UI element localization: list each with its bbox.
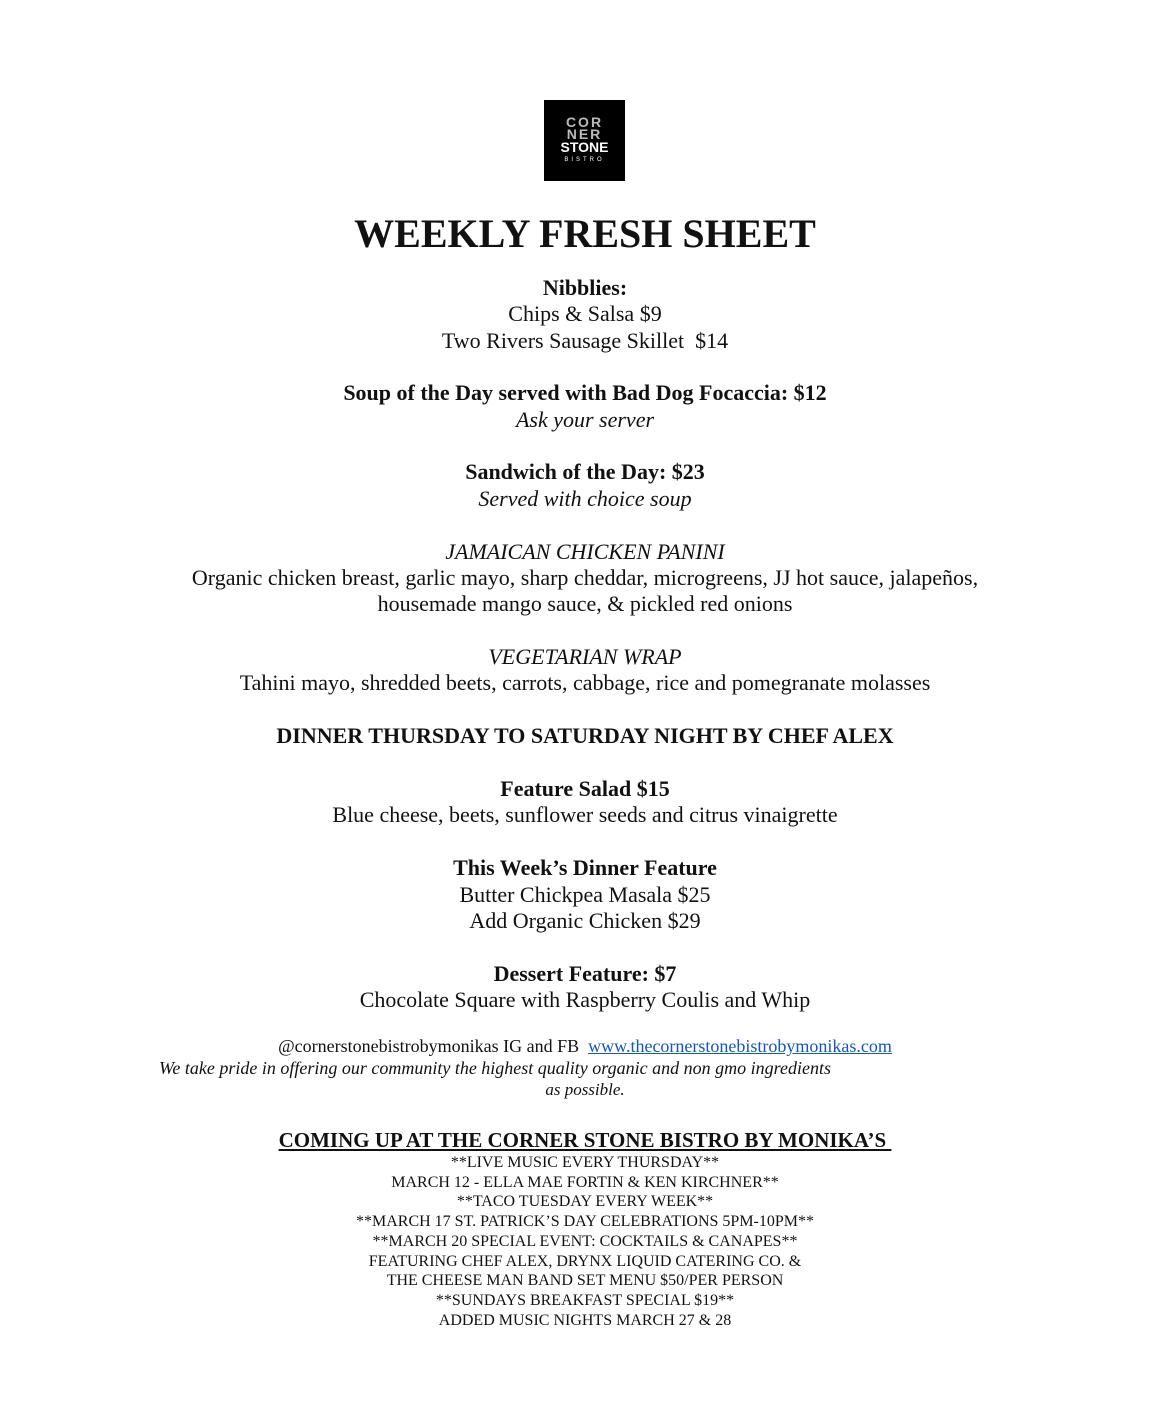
dinner-feature-item: Butter Chickpea Masala $25 bbox=[459, 882, 711, 907]
page-title: WEEKLY FRESH SHEET bbox=[354, 211, 816, 256]
dessert-heading: Dessert Feature: $7 bbox=[493, 961, 677, 986]
panini-name: JAMAICAN CHICKEN PANINI bbox=[445, 539, 725, 564]
social-line bbox=[0, 1035, 1170, 1057]
coming-up-heading: COMING UP AT THE CORNER STONE BISTRO BY MONIKA’S bbox=[278, 1128, 892, 1152]
sandwich-note: Served with choice soup bbox=[478, 486, 692, 511]
logo-text-bistro: BISTRO bbox=[564, 157, 605, 163]
website-link[interactable]: www.thecornerstonebistrobymonikas.com bbox=[588, 1036, 892, 1056]
soup-note: Ask your server bbox=[515, 407, 655, 432]
dessert-description: Chocolate Square with Raspberry Coulis and Whip bbox=[359, 987, 811, 1012]
event-item: ADDED MUSIC NIGHTS MARCH 27 & 28 bbox=[438, 1312, 732, 1329]
event-item: **MARCH 17 ST. PATRICK’S DAY CELEBRATIONS 5PM-10PM** bbox=[355, 1213, 814, 1230]
event-item: THE CHEESE MAN BAND SET MENU $50/PER PERSON bbox=[386, 1272, 784, 1289]
logo-text-cor: COR bbox=[565, 114, 604, 130]
event-item: **MARCH 20 SPECIAL EVENT: COCKTAILS & CANAPES** bbox=[372, 1233, 798, 1250]
sandwich-heading: Sandwich of the Day: $23 bbox=[465, 459, 705, 484]
dinner-feature-item: Add Organic Chicken $29 bbox=[469, 908, 701, 933]
nibblies-heading: Nibblies: bbox=[542, 275, 628, 300]
pride-statement: We take pride in offering our community the highest quality organic and non gmo ingredients bbox=[159, 1058, 831, 1078]
menu-item: Two Rivers Sausage Skillet $14 bbox=[441, 328, 729, 353]
panini-description: housemade mango sauce, & pickled red onions bbox=[377, 591, 793, 616]
salad-heading: Feature Salad $15 bbox=[500, 776, 670, 801]
wrap-description: Tahini mayo, shredded beets, carrots, cabbage, rice and pomegranate molasses bbox=[239, 670, 931, 695]
event-item: **LIVE MUSIC EVERY THURSDAY** bbox=[450, 1154, 720, 1171]
event-item: **TACO TUESDAY EVERY WEEK** bbox=[456, 1193, 714, 1210]
event-item: MARCH 12 - ELLA MAE FORTIN & KEN KIRCHNER** bbox=[391, 1174, 779, 1191]
pride-statement: as possible. bbox=[545, 1080, 625, 1099]
social-handle: @cornerstonebistrobymonikas IG and FB bbox=[278, 1036, 580, 1056]
dinner-heading: DINNER THURSDAY TO SATURDAY NIGHT BY CHEF ALEX bbox=[276, 723, 894, 748]
cornerstone-logo bbox=[544, 100, 625, 181]
event-item: FEATURING CHEF ALEX, DRYNX LIQUID CATERING CO. & bbox=[368, 1253, 802, 1270]
event-item: **SUNDAYS BREAKFAST SPECIAL $19** bbox=[435, 1292, 735, 1309]
wrap-name: VEGETARIAN WRAP bbox=[488, 644, 682, 669]
logo-text-ner: NER bbox=[566, 126, 603, 142]
soup-heading: Soup of the Day served with Bad Dog Focaccia: $12 bbox=[343, 380, 827, 405]
dinner-feature-heading: This Week’s Dinner Feature bbox=[453, 855, 717, 880]
panini-description: Organic chicken breast, garlic mayo, sharp cheddar, microgreens, JJ hot sauce, jalapeños, bbox=[191, 565, 979, 590]
menu-item: Chips & Salsa $9 bbox=[508, 301, 662, 326]
salad-description: Blue cheese, beets, sunflower seeds and citrus vinaigrette bbox=[332, 802, 838, 827]
logo-text-stone: STONE bbox=[560, 139, 609, 155]
